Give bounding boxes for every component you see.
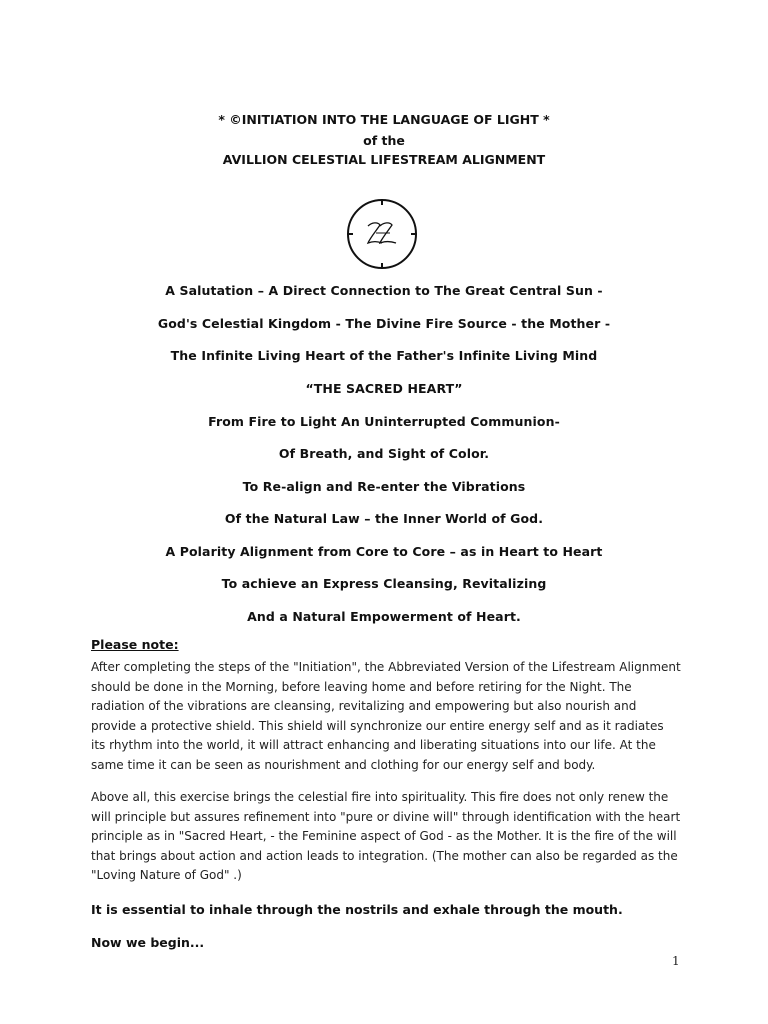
note-paragraph-2: Above all, this exercise brings the celestial fire into spirituality. This fire does not only renew the will principle but assures refinement into "pure or divine will" through identification with the heart principle as in "Sacred Heart, - the Feminine aspect of God - as the Mother. It is the fire of the will that brings about action and action leads to integration. (The mother can also be regarded as the "Loving Nature of God" .) <box>91 790 681 883</box>
salutation-line-2: God's Celestial Kingdom - The Divine Fire Source - the Mother - <box>157 316 611 331</box>
logo-graphic <box>346 198 418 270</box>
breathing-instruction: It is essential to inhale through the nostrils and exhale through the mouth. <box>91 902 623 917</box>
salutation-line-10: To achieve an Express Cleansing, Revitalizing <box>221 576 547 591</box>
begin-line: Now we begin... <box>91 935 205 950</box>
salutation-line-1: A Salutation – A Direct Connection to The Great Central Sun - <box>165 283 603 298</box>
document-title: * ©INITIATION INTO THE LANGUAGE OF LIGHT * <box>218 112 550 127</box>
document-subtitle-of: of the <box>363 133 405 148</box>
salutation-line-5: From Fire to Light An Uninterrupted Communion- <box>208 414 560 429</box>
page-number: 1 <box>672 954 680 968</box>
salutation-line-8: Of the Natural Law – the Inner World of God. <box>224 511 544 526</box>
note-paragraph-1: After completing the steps of the "Initiation", the Abbreviated Version of the Lifestream Alignment should be done in the Morning, before leaving home and before retiring for the Night. The radiation of the vibrations are cleansing, revitalizing and empowering but also nourish and provide a protective shield. This shield will synchronize our entire energy self and as it radiates its rhythm into the world, it will attract enhancing and liberating situations into our life. At the same time it can be seen as nourishment and clothing for our energy self and body. <box>91 660 681 772</box>
document-subtitle: AVILLION CELESTIAL LIFESTREAM ALIGNMENT <box>222 152 546 167</box>
circle-monogram-logo <box>346 198 418 270</box>
salutation-line-3: The Infinite Living Heart of the Father's Infinite Living Mind <box>170 348 598 363</box>
salutation-line-7: To Re-align and Re-enter the Vibrations <box>242 479 526 494</box>
note-heading: Please note: <box>91 637 179 652</box>
salutation-line-9: A Polarity Alignment from Core to Core – as in Heart to Heart <box>165 544 603 559</box>
salutation-line-4: “THE SACRED HEART” <box>305 381 463 396</box>
salutation-line-11: And a Natural Empowerment of Heart. <box>247 609 521 624</box>
salutation-line-6: Of Breath, and Sight of Color. <box>278 446 490 461</box>
